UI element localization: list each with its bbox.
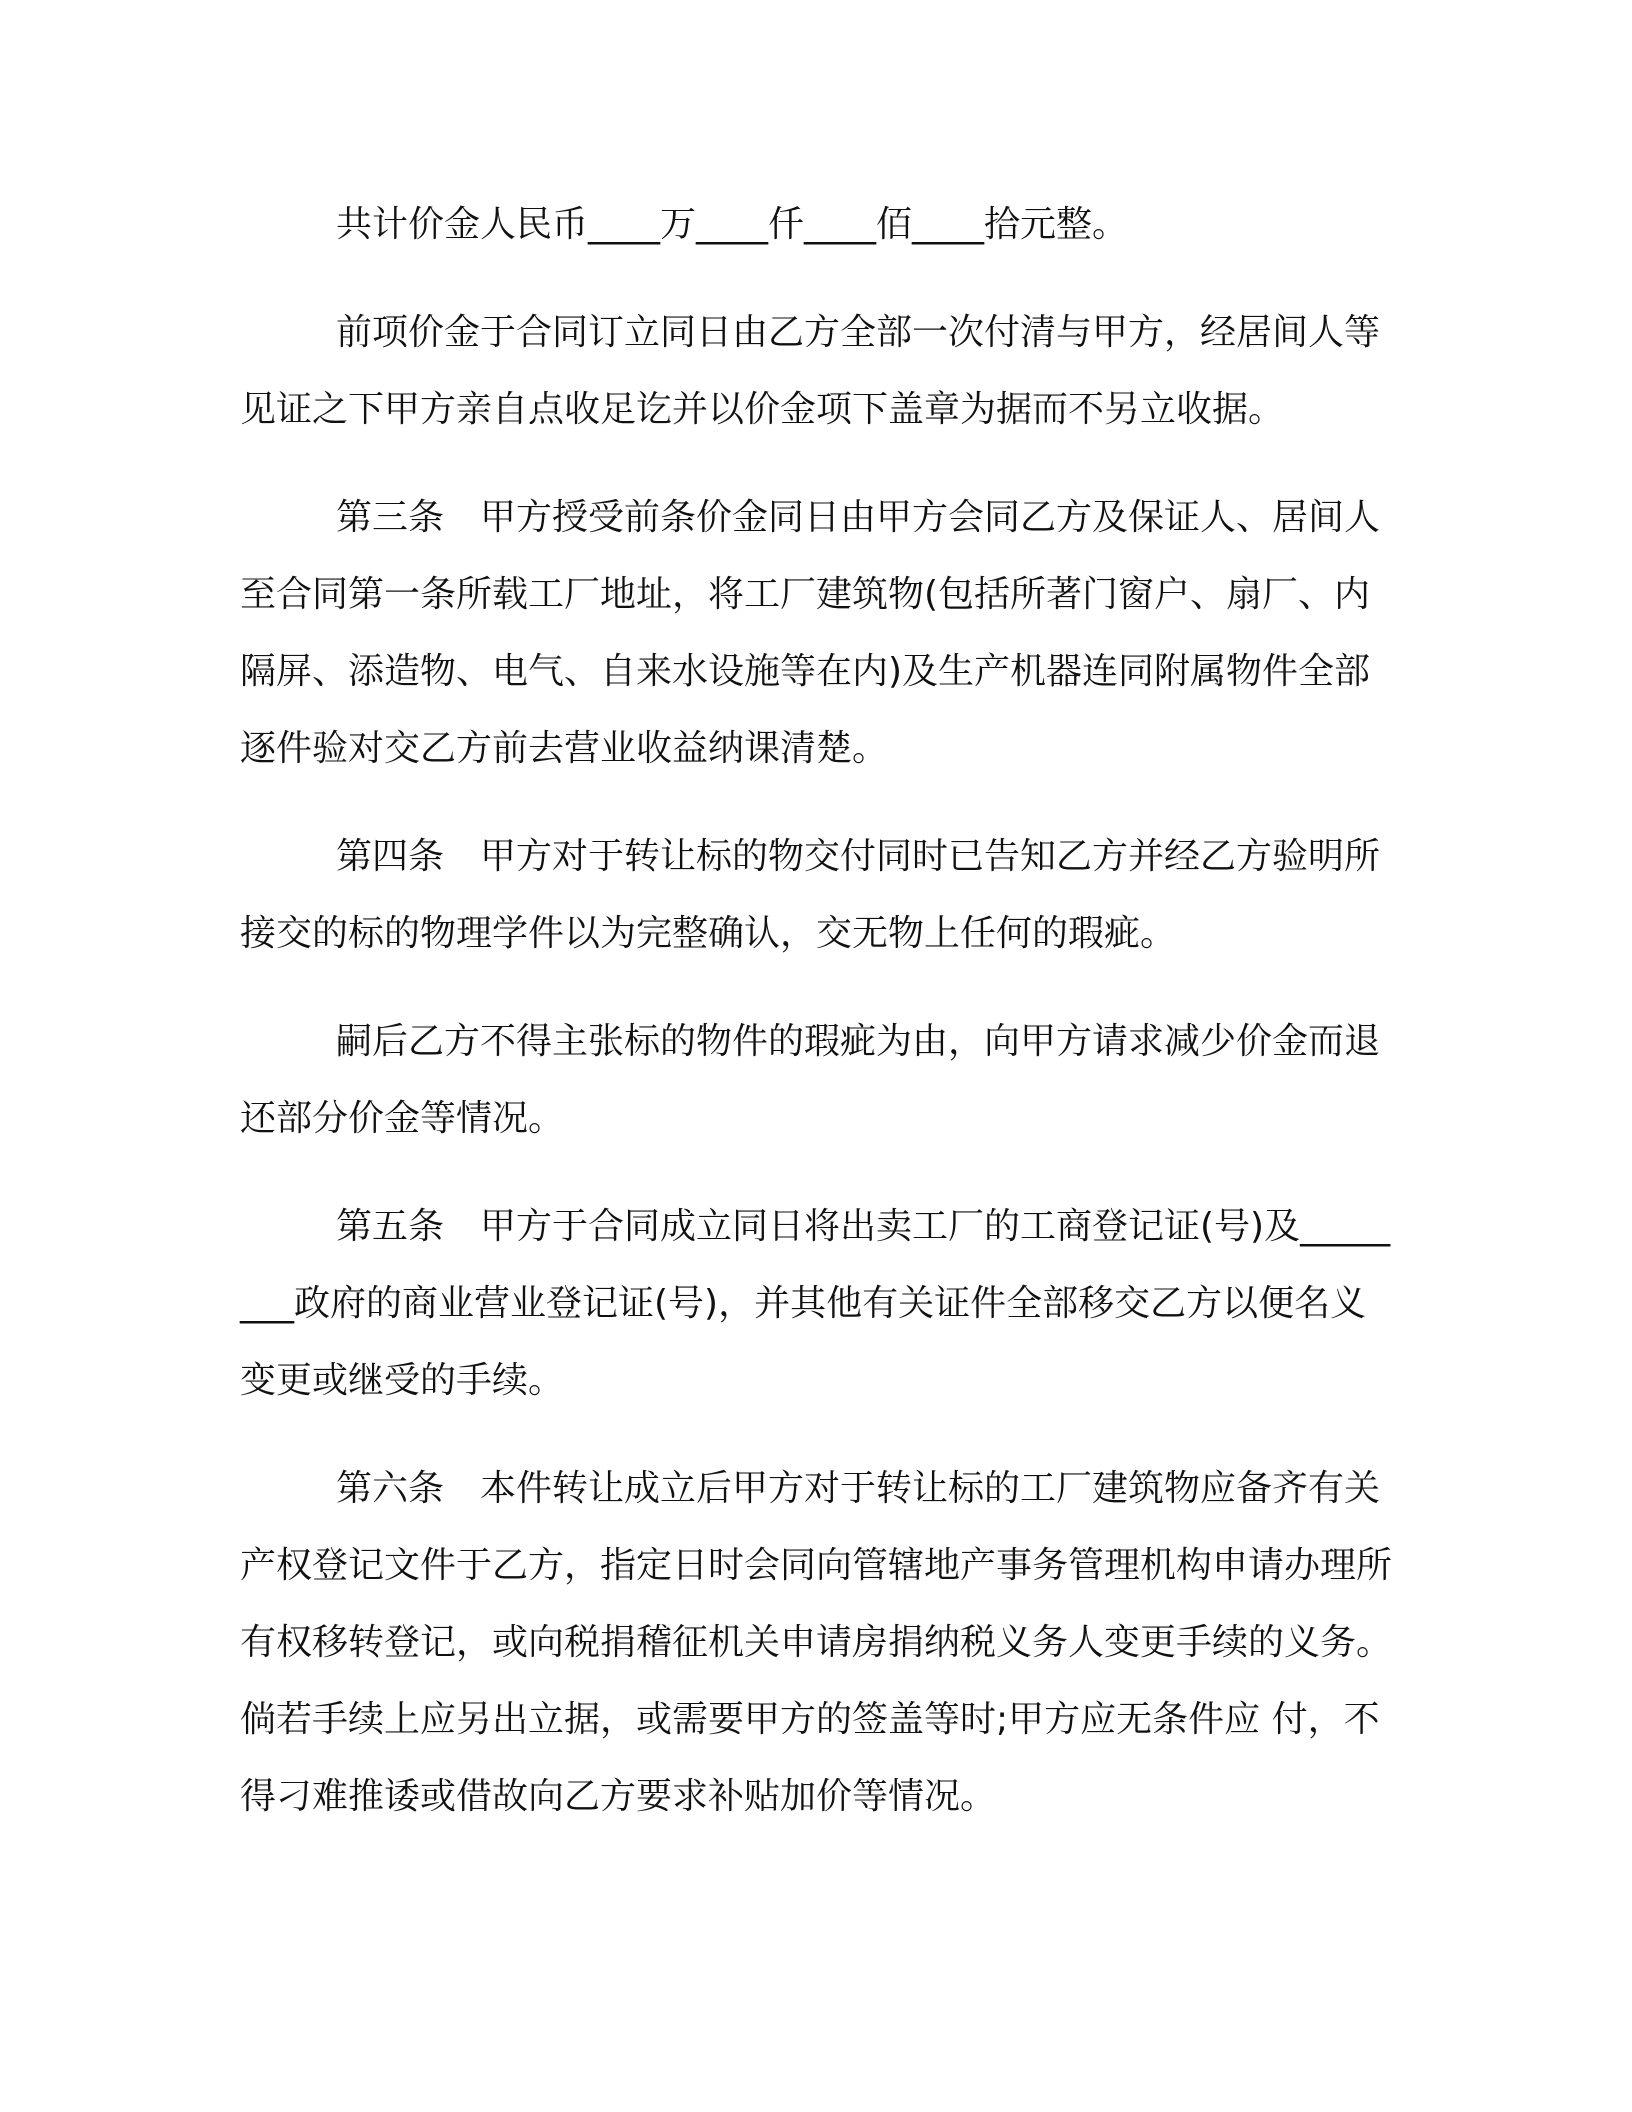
paragraph-total-price: 共计价金人民币____万____仟____佰____拾元整。 <box>336 204 1129 245</box>
paragraph-article-4-continued: 嗣后乙方不得主张标的物件的瑕疵为由，向甲方请求减少价金而退还部分价金等情况。 <box>240 1021 1381 1139</box>
paragraph-article-6: 第六条 本件转让成立后甲方对于转让标的工厂建筑物应备齐有关产权登记文件于乙方，指定日时会同向管辖地产事务管理机构申请办理所有权移转登记，或向税捐稽征机关申请房捐纳税义务人变更手续的义务。倘若手续上应另出立据，或需要甲方的签盖等时;甲方应无条件应 付，不得刁难推诿或借故向乙方要求补贴加价等情况。 <box>240 1468 1393 1817</box>
document-body <box>240 186 1400 1835</box>
paragraph-article-3: 第三条 甲方授受前条价金同日由甲方会同乙方及保证人、居间人至合同第一条所载工厂地址，将工厂建筑物(包括所著门窗户、扇厂、内隔屏、添造物、电气、自来水设施等在内)及生产机器连同附属物件全部逐件验对交乙方前去营业收益纳课清楚。 <box>240 497 1381 769</box>
paragraph-article-4: 第四条 甲方对于转让标的物交付同时已告知乙方并经乙方验明所接交的标的物理学件以为完整确认，交无物上任何的瑕疵。 <box>240 836 1381 954</box>
paragraph-payment: 前项价金于合同订立同日由乙方全部一次付清与甲方，经居间人等见证之下甲方亲自点收足讫并以价金项下盖章为据而不另立收据。 <box>240 312 1381 430</box>
paragraph-article-5: 第五条 甲方于合同成立同日将出卖工厂的工商登记证(号)及________政府的商业营业登记证(号)，并其他有关证件全部移交乙方以便名义变更或继受的手续。 <box>240 1206 1391 1401</box>
